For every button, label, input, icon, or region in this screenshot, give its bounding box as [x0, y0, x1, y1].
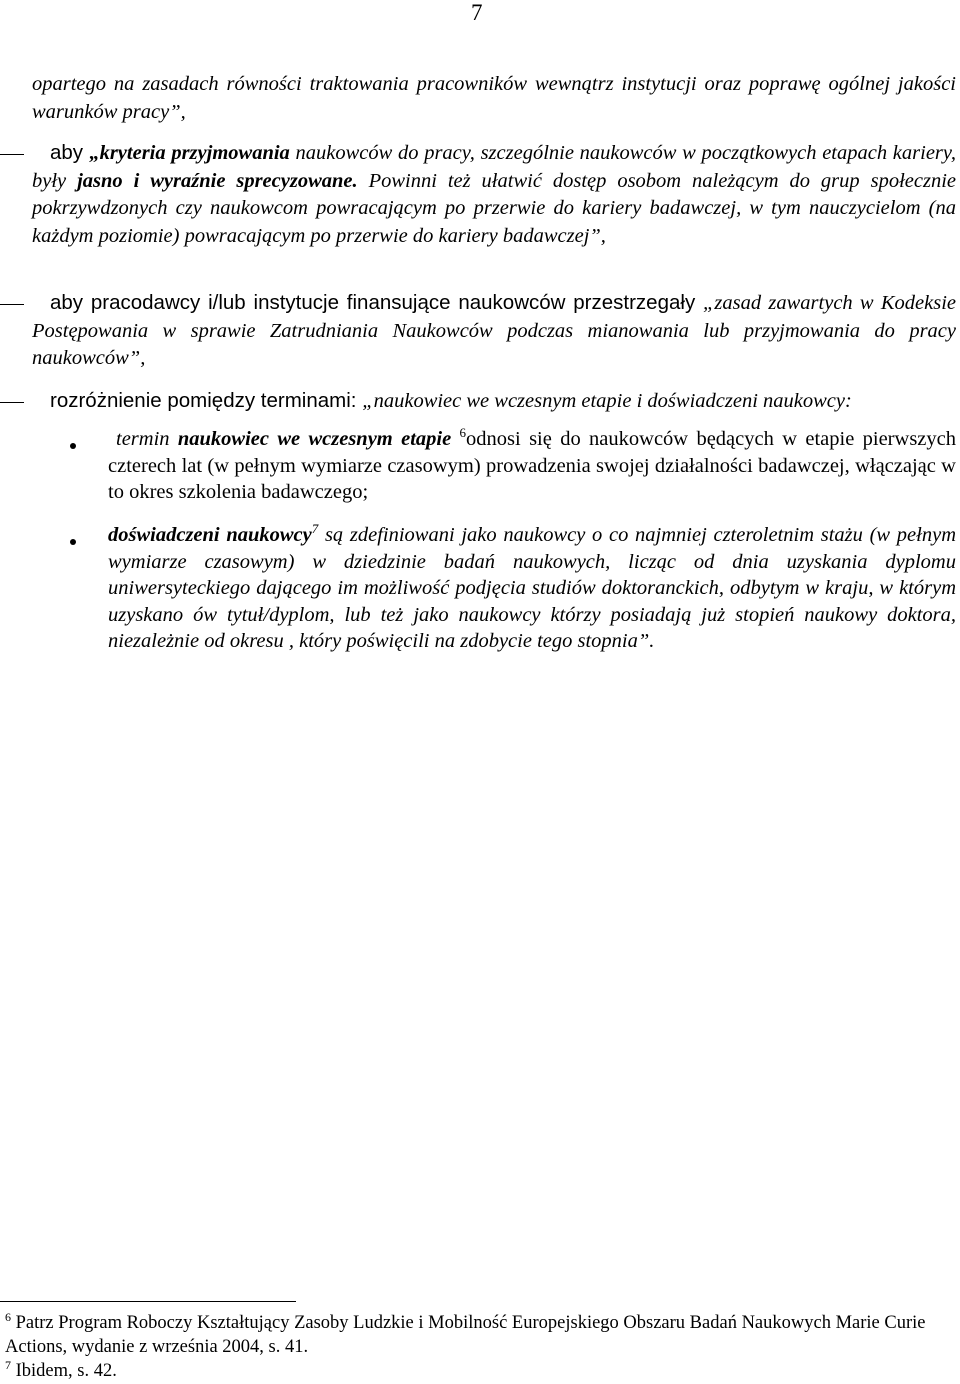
item-lead: aby pracodawcy i/lub instytucje finansujące naukowców przestrzegały — [50, 291, 704, 314]
footnote-text: Ibidem, s. 42. — [11, 1361, 117, 1381]
sub-list-item — [108, 522, 956, 655]
list-item — [32, 139, 956, 250]
item-text: naukowców do pracy, szczególnie naukowców w początkowych etapach kariery, były — [32, 142, 956, 192]
item-text: „naukowiec we wczesnym etapie i doświadczeni naukowcy: — [362, 390, 852, 412]
item-bold: „kryteria przyjmowania — [89, 142, 290, 164]
footnotes — [5, 1311, 955, 1383]
footnote-ref: 7 — [311, 521, 319, 537]
intro-paragraph: opartego na zasadach równości traktowania pracowników wewnątrz instytucji oraz poprawę ogólnej jakości warunków pracy”, — [32, 73, 956, 123]
bullet-dot-icon — [70, 539, 76, 545]
subitem-bold: naukowiec we wczesnym etapie — [177, 428, 452, 450]
item-bold: jasno i wyraźnie sprecyzowane. — [77, 169, 358, 192]
item-text: „zasad zawartych w Kodeksie Postępowania w sprawie Zatrudniania Naukowców podczas mianowania lub przyjmowania do pracy naukowców”, — [32, 292, 956, 369]
footnote-number: 7 — [5, 1357, 11, 1372]
dash-bullet-icon — [0, 154, 24, 155]
footnote-divider — [0, 1301, 296, 1302]
list-item — [32, 387, 956, 416]
dash-bullet-icon — [0, 402, 24, 403]
subitem-bold: doświadczeni naukowcy — [108, 524, 312, 546]
item-lead: aby — [50, 141, 90, 164]
footnote — [5, 1311, 955, 1359]
item-lead: rozróżnienie pomiędzy terminami: — [50, 389, 363, 412]
sub-list-item — [108, 426, 956, 506]
page-number: 7 — [471, 0, 483, 25]
subitem-lead: termin — [116, 428, 178, 450]
footnote-text: Patrz Program Roboczy Kształtujący Zasoby Ludzkie i Mobilność Europejskiego Obszaru Badań Naukowych Marie Curie Actions, wydanie z września 2004, s. 41. — [5, 1313, 926, 1357]
dash-bullet-icon — [0, 304, 24, 305]
footnote — [5, 1359, 955, 1383]
item-text: Powinni też ułatwić dostęp osobom należącym do grup społecznie pokrzywdzonych czy naukowcom powracającym po przerwie do kariery badawczej, w tym nauczycielom (na każdym poziomie) powracającym po przerwie do kariery badawczej”, — [32, 169, 956, 247]
subitem-text: odnosi się do naukowców będących w etapie pierwszych czterech lat (w pełnym wymiarze czasowym) prowadzenia swojej działalności badawczej, włączając w to okres szkolenia badawczego; — [108, 428, 956, 503]
list-item — [32, 289, 956, 373]
bullet-dot-icon — [70, 443, 76, 449]
footnote-ref: 6 — [459, 425, 467, 441]
footnote-number: 6 — [5, 1309, 11, 1324]
subitem-text: są zdefiniowani jako naukowcy o co najmniej czteroletnim stażu (w pełnym wymiarze czasowym) w dziedzinie badań naukowych, licząc od dnia uzyskania dyplomu uniwersyteckiego dającego im możliwość podjęcia studiów doktoranckich, odbytym w kraju, w którym uzyskano ów tytuł/dyplom, lub też jako naukowcy którzy posiadają już stopień naukowy doktora, niezależnie od okresu , który poświęcili na zdobycie tego stopnia”. — [108, 524, 956, 652]
